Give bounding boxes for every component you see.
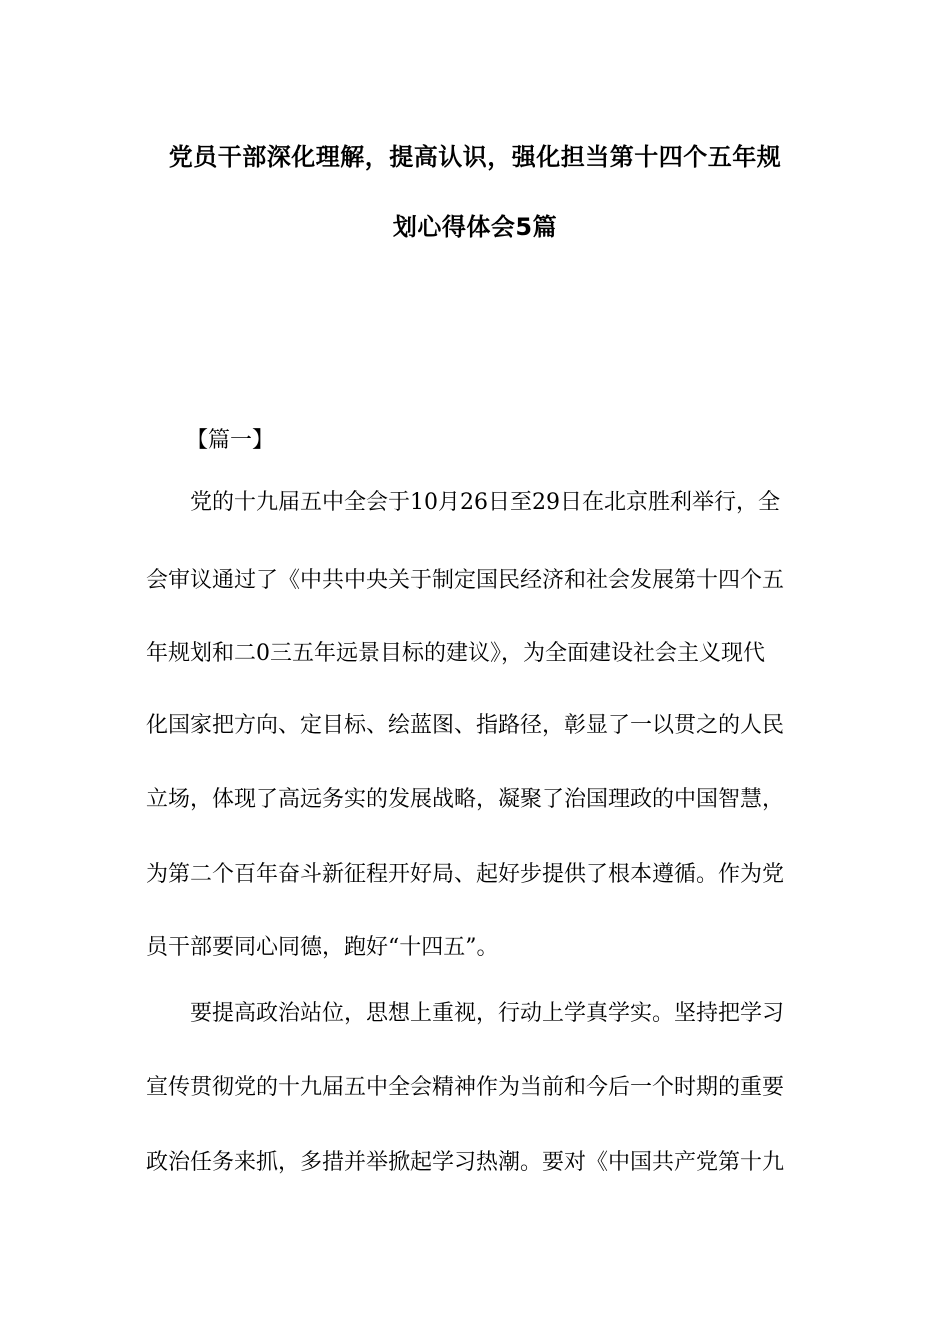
paragraph-1-line: 员干部要同心同德，跑好“十四五”。 bbox=[146, 935, 499, 960]
section-heading: 【篇一】 bbox=[186, 428, 275, 453]
document-title-line-1: 党员干部深化理解，提高认识，强化担当第十四个五年规 bbox=[168, 143, 782, 171]
document-title-line-2: 划心得体会5篇 bbox=[392, 213, 558, 241]
paragraph-1-line: 党的十九届五中全会于10月26日至29日在北京胜利举行，全 bbox=[190, 490, 780, 515]
paragraph-2-line: 政治任务来抓，多措并举掀起学习热潮。要对《中国共产党第十九 bbox=[146, 1150, 785, 1175]
paragraph-1-line: 化国家把方向、定目标、绘蓝图、指路径，彰显了一以贯之的人民 bbox=[146, 713, 785, 738]
paragraph-1-line: 年规划和二0三五年远景目标的建议》，为全面建设社会主义现代 bbox=[146, 641, 765, 666]
paragraph-2-line: 宣传贯彻党的十九届五中全会精神作为当前和今后一个时期的重要 bbox=[146, 1075, 785, 1100]
paragraph-1-line: 会审议通过了《中共中央关于制定国民经济和社会发展第十四个五 bbox=[146, 568, 785, 593]
paragraph-1-line: 立场，体现了高远务实的发展战略，凝聚了治国理政的中国智慧， bbox=[146, 787, 785, 812]
paragraph-2-line: 要提高政治站位，思想上重视，行动上学真学实。坚持把学习 bbox=[190, 1001, 785, 1026]
paragraph-1-line: 为第二个百年奋斗新征程开好局、起好步提供了根本遵循。作为党 bbox=[146, 862, 785, 887]
